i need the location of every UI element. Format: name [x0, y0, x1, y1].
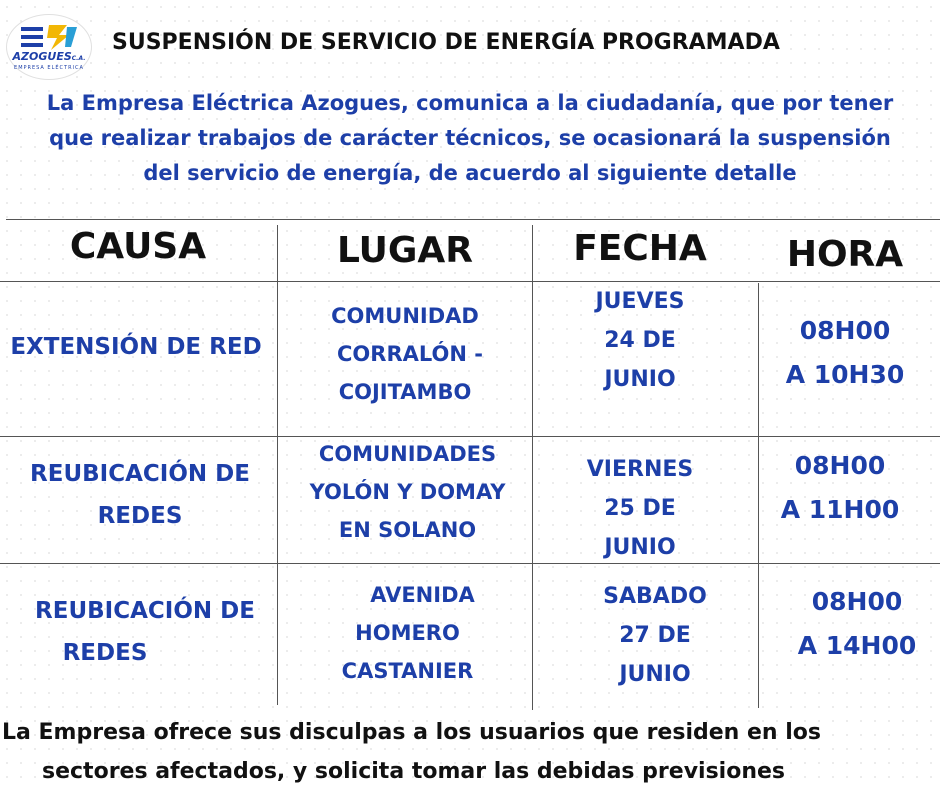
- table-row-3-hora: [772, 580, 940, 668]
- table-top-border: [6, 219, 940, 220]
- header-fecha: FECHA: [573, 228, 707, 269]
- logo-subtitle: EMPRESA ELÉCTRICA: [14, 64, 84, 71]
- cell-text: 24 DE: [604, 328, 676, 353]
- cell-text: A 10H30: [785, 360, 905, 389]
- table-row-2-causa: [0, 453, 280, 537]
- cell-text: REDES: [62, 640, 148, 666]
- row-divider: [0, 563, 940, 564]
- table-row-3-fecha: [555, 577, 755, 694]
- cell-text: COMUNIDADES: [318, 442, 497, 466]
- page-title: SUSPENSIÓN DE SERVICIO DE ENERGÍA PROGRAMADA: [112, 30, 780, 55]
- footer-notice: [0, 713, 940, 788]
- table-row-1-hora: [760, 309, 930, 397]
- cell-text: HOMERO: [355, 621, 460, 645]
- table-row-2-lugar: [285, 435, 530, 549]
- cell-text: SABADO: [603, 584, 707, 609]
- intro-paragraph: [0, 86, 940, 191]
- cell-text: COMUNIDAD: [331, 304, 479, 328]
- cell-text: 08H00: [799, 316, 891, 345]
- cell-text: JUEVES: [595, 289, 685, 314]
- cell-text: AVENIDA: [370, 583, 475, 607]
- cell-text: REUBICACIÓN DE: [30, 461, 250, 487]
- cell-text: CORRALÓN -: [337, 342, 483, 366]
- table-row-3-causa: [5, 590, 285, 674]
- lightning-logo-icon: [19, 23, 79, 51]
- column-divider: [532, 225, 533, 710]
- header-hora: HORA: [786, 234, 904, 275]
- cell-text: REDES: [97, 503, 183, 529]
- cell-text: 27 DE: [619, 623, 691, 648]
- logo-name: AZOGUES: [12, 49, 72, 63]
- header-causa: CAUSA: [69, 226, 207, 267]
- cell-text: JUNIO: [604, 367, 676, 392]
- cell-text: YOLÓN Y DOMAY: [309, 480, 506, 504]
- intro-line: que realizar trabajos de carácter técnicos, se ocasionará la suspensión: [49, 126, 891, 150]
- cell-text: VIERNES: [586, 457, 694, 482]
- cell-text: JUNIO: [619, 662, 691, 687]
- table-row-1-causa: [0, 326, 272, 368]
- intro-line: del servicio de energía, de acuerdo al siguiente detalle: [143, 161, 797, 185]
- cell-text: REUBICACIÓN DE: [35, 598, 255, 624]
- cell-text: 25 DE: [604, 496, 676, 521]
- cell-text: JUNIO: [604, 535, 676, 560]
- table-row-3-lugar: [295, 576, 520, 690]
- cell-text: CASTANIER: [341, 659, 474, 683]
- cell-text: COJITAMBO: [338, 380, 472, 404]
- cell-text: EN SOLANO: [338, 518, 477, 542]
- footer-line: sectores afectados, y solicita tomar las debidas previsiones: [42, 759, 786, 784]
- footer-line: La Empresa ofrece sus disculpas a los usuarios que residen en los: [2, 720, 821, 745]
- cell-text: 08H00: [794, 451, 886, 480]
- intro-line: La Empresa Eléctrica Azogues, comunica a la ciudadanía, que por tener: [46, 91, 894, 115]
- table-row-1-fecha: [540, 282, 740, 399]
- row-divider: [0, 281, 940, 282]
- table-row-1-lugar: [290, 297, 520, 411]
- cell-text: 08H00: [811, 587, 903, 616]
- cell-text: A 14H00: [797, 631, 917, 660]
- table-row-2-hora: [755, 444, 925, 532]
- cell-text: EXTENSIÓN DE RED: [10, 334, 262, 360]
- header-lugar: LUGAR: [336, 230, 474, 271]
- logo-suffix: C.A.: [71, 54, 86, 62]
- company-logo: [6, 14, 92, 80]
- table-row-2-fecha: [540, 450, 740, 567]
- cell-text: A 11H00: [780, 495, 900, 524]
